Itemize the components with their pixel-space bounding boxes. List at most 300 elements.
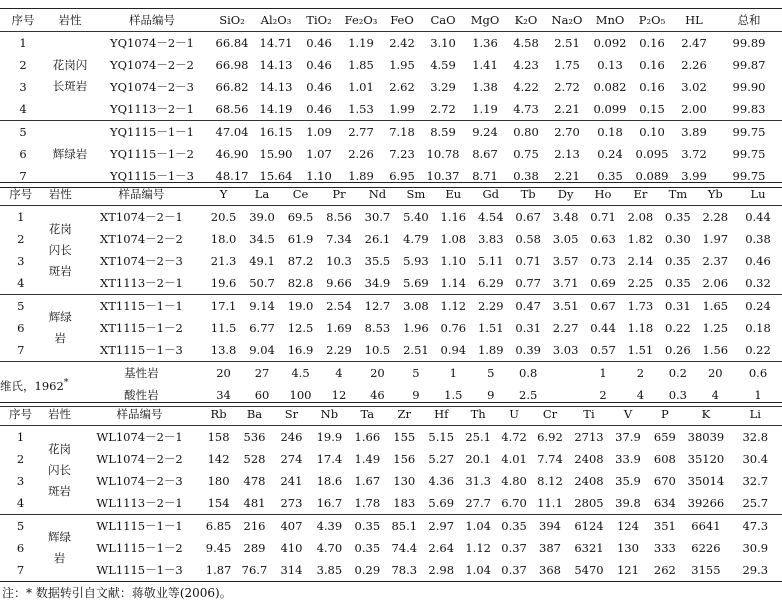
value-cell: 0.73 [590, 254, 616, 268]
column-header: Fe₂O₃ [340, 9, 382, 32]
value-cell: 394 [539, 519, 561, 533]
value-cell: 4.23 [513, 58, 539, 72]
value-cell: 0.58 [515, 232, 541, 246]
column-header: 样品编号 [78, 403, 201, 426]
value-cell: 1.49 [354, 452, 381, 466]
value-cell: 99.75 [732, 147, 766, 161]
table-row [0, 492, 782, 515]
reference-value: 46 [358, 384, 398, 407]
value-cell: 4.01 [501, 452, 527, 466]
value-cell: 5.93 [403, 254, 429, 268]
value-cell: 0.71 [590, 210, 616, 224]
value-cell: 0.46 [306, 36, 332, 50]
value-cell: 1.19 [348, 36, 374, 50]
value-cell: 10.37 [422, 165, 464, 188]
column-header: HL [672, 9, 716, 32]
sample-id: YQ1115－1－3 [94, 165, 210, 188]
column-header: Ta [349, 403, 386, 426]
reference-value: 0.6 [748, 366, 768, 380]
value-cell: 9.24 [472, 125, 498, 139]
value-cell: 9.04 [243, 339, 280, 362]
value-cell: 2408 [574, 452, 604, 466]
value-cell: 0.15 [632, 98, 672, 121]
value-cell: 634 [646, 492, 683, 515]
value-cell: 6.70 [497, 492, 532, 515]
reference-value: 100 [281, 384, 321, 407]
column-header: K [683, 403, 728, 426]
column-header: Cr [532, 403, 569, 426]
value-cell: 8.12 [537, 474, 563, 488]
value-cell: 38039 [687, 430, 725, 444]
value-cell: 25.1 [465, 430, 491, 444]
value-cell: 35.9 [615, 474, 641, 488]
value-cell: 0.44 [590, 321, 616, 335]
value-cell: 1.36 [472, 36, 498, 50]
table-row [0, 272, 782, 295]
value-cell: 1.09 [306, 125, 332, 139]
reference-value: 1.5 [435, 384, 472, 407]
value-cell: 4.72 [501, 430, 527, 444]
value-cell: 0.35 [659, 272, 696, 295]
value-cell: 48.17 [210, 165, 254, 188]
value-cell: 289 [243, 541, 266, 555]
value-cell: 47.3 [742, 519, 769, 533]
reference-value: 2 [636, 366, 645, 380]
column-header: Er [622, 183, 659, 206]
column-header: Li [729, 403, 782, 426]
reference-value: 27 [254, 366, 270, 380]
value-cell: 180 [207, 474, 230, 488]
sample-id: XT1115－1－1 [100, 299, 183, 313]
value-cell: 262 [646, 559, 683, 582]
value-cell: 2.62 [389, 80, 415, 94]
value-cell: 14.13 [259, 80, 293, 94]
value-cell: 158 [207, 430, 230, 444]
value-cell: 273 [273, 492, 310, 515]
header-row [0, 403, 782, 426]
value-cell: 0.30 [665, 232, 691, 246]
value-cell: 1.04 [460, 559, 497, 582]
row-index: 6 [19, 147, 27, 161]
value-cell: 8.71 [464, 165, 506, 188]
column-header: Nb [310, 403, 349, 426]
rock-type-cell: 花岗闪长斑岩 [41, 426, 78, 515]
value-cell: 1.67 [354, 474, 381, 488]
value-cell: 0.16 [639, 80, 665, 94]
column-header: Tm [659, 183, 696, 206]
column-header: K₂O [506, 9, 546, 32]
value-cell: 0.69 [584, 272, 621, 295]
column-header: Eu [435, 183, 472, 206]
value-cell: 0.44 [745, 210, 771, 224]
table-row [0, 295, 782, 318]
value-cell: 3.71 [547, 272, 584, 295]
value-cell: 16.9 [281, 339, 321, 362]
column-header: Hf [423, 403, 460, 426]
table-row [0, 76, 782, 98]
value-cell: 4.79 [403, 232, 429, 246]
value-cell: 20.1 [465, 452, 491, 466]
value-cell: 2.51 [397, 339, 434, 362]
table-row [0, 339, 782, 362]
column-header: Rb [201, 403, 236, 426]
value-cell: 87.2 [287, 254, 314, 268]
value-cell: 1.19 [464, 98, 506, 121]
value-cell: 314 [273, 559, 310, 582]
value-cell: 14.71 [259, 36, 293, 50]
column-header: 总和 [716, 9, 782, 32]
reference-value: 12 [320, 384, 357, 407]
value-cell: 66.98 [215, 58, 249, 72]
value-cell: 18.0 [210, 232, 237, 246]
reference-value: 2.5 [509, 384, 546, 407]
value-cell: 13.8 [204, 339, 244, 362]
value-cell: 0.80 [513, 125, 539, 139]
row-index: 1 [16, 430, 25, 444]
value-cell: 16.15 [259, 125, 293, 139]
value-cell: 0.24 [597, 147, 623, 161]
value-cell: 0.46 [306, 80, 332, 94]
value-cell: 0.37 [497, 559, 532, 582]
value-cell: 16.7 [310, 492, 349, 515]
value-cell: 7.23 [389, 147, 415, 161]
value-cell: 1.65 [702, 299, 729, 313]
value-cell: 11.1 [532, 492, 569, 515]
value-cell: 0.35 [354, 541, 381, 555]
value-cell: 0.47 [515, 299, 541, 313]
value-cell: 2.42 [389, 36, 415, 50]
value-cell: 2.54 [326, 299, 352, 313]
sample-id: WL1115－1－1 [96, 519, 183, 533]
row-index: 7 [0, 165, 46, 188]
table-row [0, 143, 782, 165]
value-cell: 3.99 [672, 165, 716, 188]
value-cell: 0.089 [632, 165, 672, 188]
row-index: 2 [19, 58, 27, 72]
column-header: Ti [568, 403, 609, 426]
value-cell: 368 [532, 559, 569, 582]
value-cell: 351 [653, 519, 676, 533]
row-index: 6 [16, 541, 25, 555]
reference-value: 0.3 [659, 384, 696, 407]
value-cell: 0.75 [513, 147, 539, 161]
sample-id: WL1074－2－1 [96, 430, 183, 444]
value-cell: 2.70 [554, 125, 580, 139]
value-cell: 7.74 [537, 452, 563, 466]
value-cell: 478 [243, 474, 266, 488]
value-cell: 99.89 [732, 36, 766, 50]
value-cell: 1.38 [472, 80, 498, 94]
value-cell: 2.13 [554, 147, 580, 161]
column-header: Y [204, 183, 244, 206]
value-cell: 1.73 [627, 299, 654, 313]
value-cell: 3.57 [552, 254, 579, 268]
value-cell: 35120 [687, 452, 725, 466]
rock-type-cell: 辉绿岩 [41, 515, 78, 582]
value-cell: 3.02 [681, 80, 707, 94]
table-row [0, 515, 782, 538]
sample-id: WL1074－2－3 [96, 474, 183, 488]
column-header: Ce [281, 183, 321, 206]
value-cell: 0.57 [584, 339, 621, 362]
column-header: Na₂O [546, 9, 588, 32]
value-cell: 1.16 [440, 210, 467, 224]
sample-id: WL1113－2－1 [78, 492, 201, 515]
value-cell: 2.64 [428, 541, 455, 555]
reference-value: 4.5 [291, 366, 310, 380]
value-cell: 5.15 [428, 430, 455, 444]
column-header: 样品编号 [94, 9, 210, 32]
value-cell: 50.7 [243, 272, 280, 295]
reference-value [547, 362, 584, 385]
value-cell: 3.85 [310, 559, 349, 582]
value-cell: 6124 [574, 519, 604, 533]
value-cell: 1.69 [326, 321, 352, 335]
value-cell: 0.39 [509, 339, 546, 362]
value-cell: 82.8 [281, 272, 321, 295]
row-index: 4 [0, 492, 41, 515]
reference-value: 2 [584, 384, 621, 407]
value-cell: 2.08 [627, 210, 654, 224]
value-cell: 4.36 [428, 474, 455, 488]
value-cell: 4.80 [501, 474, 527, 488]
value-cell: 99.75 [732, 125, 766, 139]
value-cell: 608 [653, 452, 676, 466]
value-cell: 66.82 [215, 80, 249, 94]
rock-type-cell: 花岗闪长斑岩 [46, 32, 94, 121]
reference-value: 20 [707, 366, 723, 380]
reference-value: 9 [397, 384, 434, 407]
row-index: 3 [19, 80, 27, 94]
value-cell: 0.35 [501, 519, 527, 533]
row-index: 6 [17, 321, 25, 335]
table-row [0, 470, 782, 492]
value-cell: 3.03 [547, 339, 584, 362]
value-cell: 0.26 [659, 339, 696, 362]
column-header: 岩性 [42, 183, 79, 206]
value-cell: 3.48 [552, 210, 579, 224]
column-header: MgO [464, 9, 506, 32]
value-cell: 1.08 [440, 232, 467, 246]
reference-value: 34 [204, 384, 244, 407]
value-cell: 121 [610, 559, 647, 582]
value-cell: 4.70 [316, 541, 343, 555]
value-cell: 2.21 [546, 165, 588, 188]
value-cell: 2.00 [672, 98, 716, 121]
value-cell: 3.83 [477, 232, 504, 246]
value-cell: 4.58 [513, 36, 539, 50]
major-element-table [0, 8, 782, 188]
column-header: Lu [734, 183, 782, 206]
value-cell: 2.25 [622, 272, 659, 295]
value-cell: 407 [280, 519, 303, 533]
reference-value: 20 [370, 366, 385, 380]
value-cell: 10.5 [358, 339, 398, 362]
value-cell: 5.40 [403, 210, 429, 224]
value-cell: 0.94 [435, 339, 472, 362]
value-cell: 99.75 [716, 165, 782, 188]
value-cell: 2.26 [681, 58, 707, 72]
value-cell: 39.8 [610, 492, 647, 515]
sample-id: XT1113－2－1 [79, 272, 204, 295]
value-cell: 7.34 [326, 232, 352, 246]
value-cell: 4.73 [506, 98, 546, 121]
sample-id: WL1074－2－2 [96, 452, 183, 466]
value-cell: 35.5 [364, 254, 391, 268]
value-cell: 0.092 [593, 36, 627, 50]
row-index: 5 [16, 519, 25, 533]
value-cell: 61.9 [287, 232, 314, 246]
value-cell: 1.87 [201, 559, 236, 582]
value-cell: 37.9 [615, 430, 641, 444]
table-row [0, 559, 782, 582]
row-index: 3 [16, 474, 25, 488]
value-cell: 1.89 [472, 339, 509, 362]
value-cell: 3155 [683, 559, 728, 582]
value-cell: 2.72 [422, 98, 464, 121]
table-row [0, 426, 782, 449]
value-cell: 0.22 [665, 321, 691, 335]
value-cell: 1.66 [354, 430, 381, 444]
value-cell: 1.41 [472, 58, 498, 72]
value-cell: 0.46 [306, 58, 332, 72]
value-cell: 2.97 [428, 519, 455, 533]
value-cell: 66.84 [215, 36, 249, 50]
value-cell: 19.9 [316, 430, 343, 444]
row-index: 4 [0, 272, 42, 295]
value-cell: 0.63 [590, 232, 616, 246]
value-cell: 0.18 [597, 125, 623, 139]
value-cell: 1.99 [382, 98, 422, 121]
rock-type-cell: 辉绿岩 [42, 295, 79, 362]
value-cell: 1.12 [440, 299, 467, 313]
value-cell: 1.04 [465, 519, 491, 533]
column-header: Zr [386, 403, 423, 426]
reference-value: 0.8 [519, 366, 538, 380]
sample-id: YQ1115－1－1 [110, 125, 194, 139]
sample-id: YQ1115－1－2 [110, 147, 194, 161]
value-cell: 15.64 [254, 165, 298, 188]
reference-value: 60 [243, 384, 280, 407]
value-cell: 2.27 [552, 321, 579, 335]
value-cell: 3.08 [403, 299, 429, 313]
value-cell: 1.78 [349, 492, 386, 515]
column-header: Pr [320, 183, 357, 206]
reference-value: 1 [449, 366, 457, 380]
value-cell: 39.0 [249, 210, 275, 224]
value-cell: 1.56 [697, 339, 734, 362]
value-cell: 18.6 [316, 474, 343, 488]
value-cell: 0.099 [588, 98, 632, 121]
value-cell: 12.5 [287, 321, 314, 335]
value-cell: 14.19 [254, 98, 298, 121]
value-cell: 85.1 [391, 519, 418, 533]
table-row [0, 537, 782, 559]
table-row [0, 206, 782, 229]
column-header: La [243, 183, 280, 206]
sample-id: XT1074－2－1 [100, 210, 183, 224]
value-cell: 74.4 [391, 541, 418, 555]
value-cell: 0.67 [515, 210, 541, 224]
value-cell: 2.28 [702, 210, 729, 224]
value-cell: 2.14 [627, 254, 654, 268]
sample-id: XT1074－2－3 [100, 254, 183, 268]
value-cell: 3.89 [681, 125, 707, 139]
value-cell: 46.90 [215, 147, 249, 161]
value-cell: 241 [280, 474, 303, 488]
value-cell: 183 [386, 492, 423, 515]
value-cell: 1.25 [702, 321, 729, 335]
table-row [0, 228, 782, 250]
sample-id: WL1115－1－3 [78, 559, 201, 582]
column-header: P [646, 403, 683, 426]
value-cell: 6226 [691, 541, 721, 555]
value-cell: 99.83 [716, 98, 782, 121]
value-cell: 3.10 [430, 36, 456, 50]
value-cell: 30.9 [742, 541, 769, 555]
value-cell: 2.37 [702, 254, 729, 268]
value-cell: 17.1 [210, 299, 237, 313]
value-cell: 0.10 [639, 125, 665, 139]
column-header: SiO₂ [210, 9, 254, 32]
table-row [0, 448, 782, 470]
column-header: 岩性 [41, 403, 78, 426]
table-row [0, 250, 782, 272]
value-cell: 2.21 [546, 98, 588, 121]
value-cell: 5.69 [397, 272, 434, 295]
value-cell: 68.56 [210, 98, 254, 121]
value-cell: 9.45 [205, 541, 232, 555]
value-cell: 536 [243, 430, 266, 444]
column-header: P₂O₅ [632, 9, 672, 32]
value-cell: 0.22 [734, 339, 782, 362]
trace-element-table [0, 402, 782, 582]
value-cell: 3.51 [552, 299, 579, 313]
value-cell: 1.95 [389, 58, 415, 72]
value-cell: 10.3 [326, 254, 352, 268]
value-cell: 2.47 [681, 36, 707, 50]
value-cell: 1.01 [348, 80, 374, 94]
row-index: 1 [17, 210, 25, 224]
value-cell: 1.51 [477, 321, 504, 335]
value-cell: 124 [616, 519, 639, 533]
sample-id: YQ1074－2－2 [110, 58, 194, 72]
value-cell: 0.31 [665, 299, 691, 313]
value-cell: 6321 [574, 541, 604, 555]
value-cell: 528 [243, 452, 266, 466]
header-row [0, 183, 782, 206]
value-cell: 32.7 [742, 474, 769, 488]
value-cell: 410 [280, 541, 303, 555]
table-row [0, 54, 782, 76]
value-cell: 9.14 [249, 299, 275, 313]
value-cell: 1.96 [403, 321, 429, 335]
value-cell: 76.7 [236, 559, 273, 582]
sample-id: YQ1074－2－3 [110, 80, 194, 94]
value-cell: 19.0 [287, 299, 314, 313]
reference-value: 20 [216, 366, 231, 380]
value-cell: 0.35 [665, 210, 691, 224]
value-cell: 0.77 [509, 272, 546, 295]
reference-label: 维氏，1962* [0, 362, 79, 407]
value-cell: 2.29 [320, 339, 357, 362]
value-cell: 3.72 [681, 147, 707, 161]
value-cell: 659 [653, 430, 676, 444]
value-cell: 156 [393, 452, 416, 466]
column-header: 序号 [0, 9, 46, 32]
value-cell: 670 [653, 474, 676, 488]
value-cell: 29.3 [729, 559, 782, 582]
